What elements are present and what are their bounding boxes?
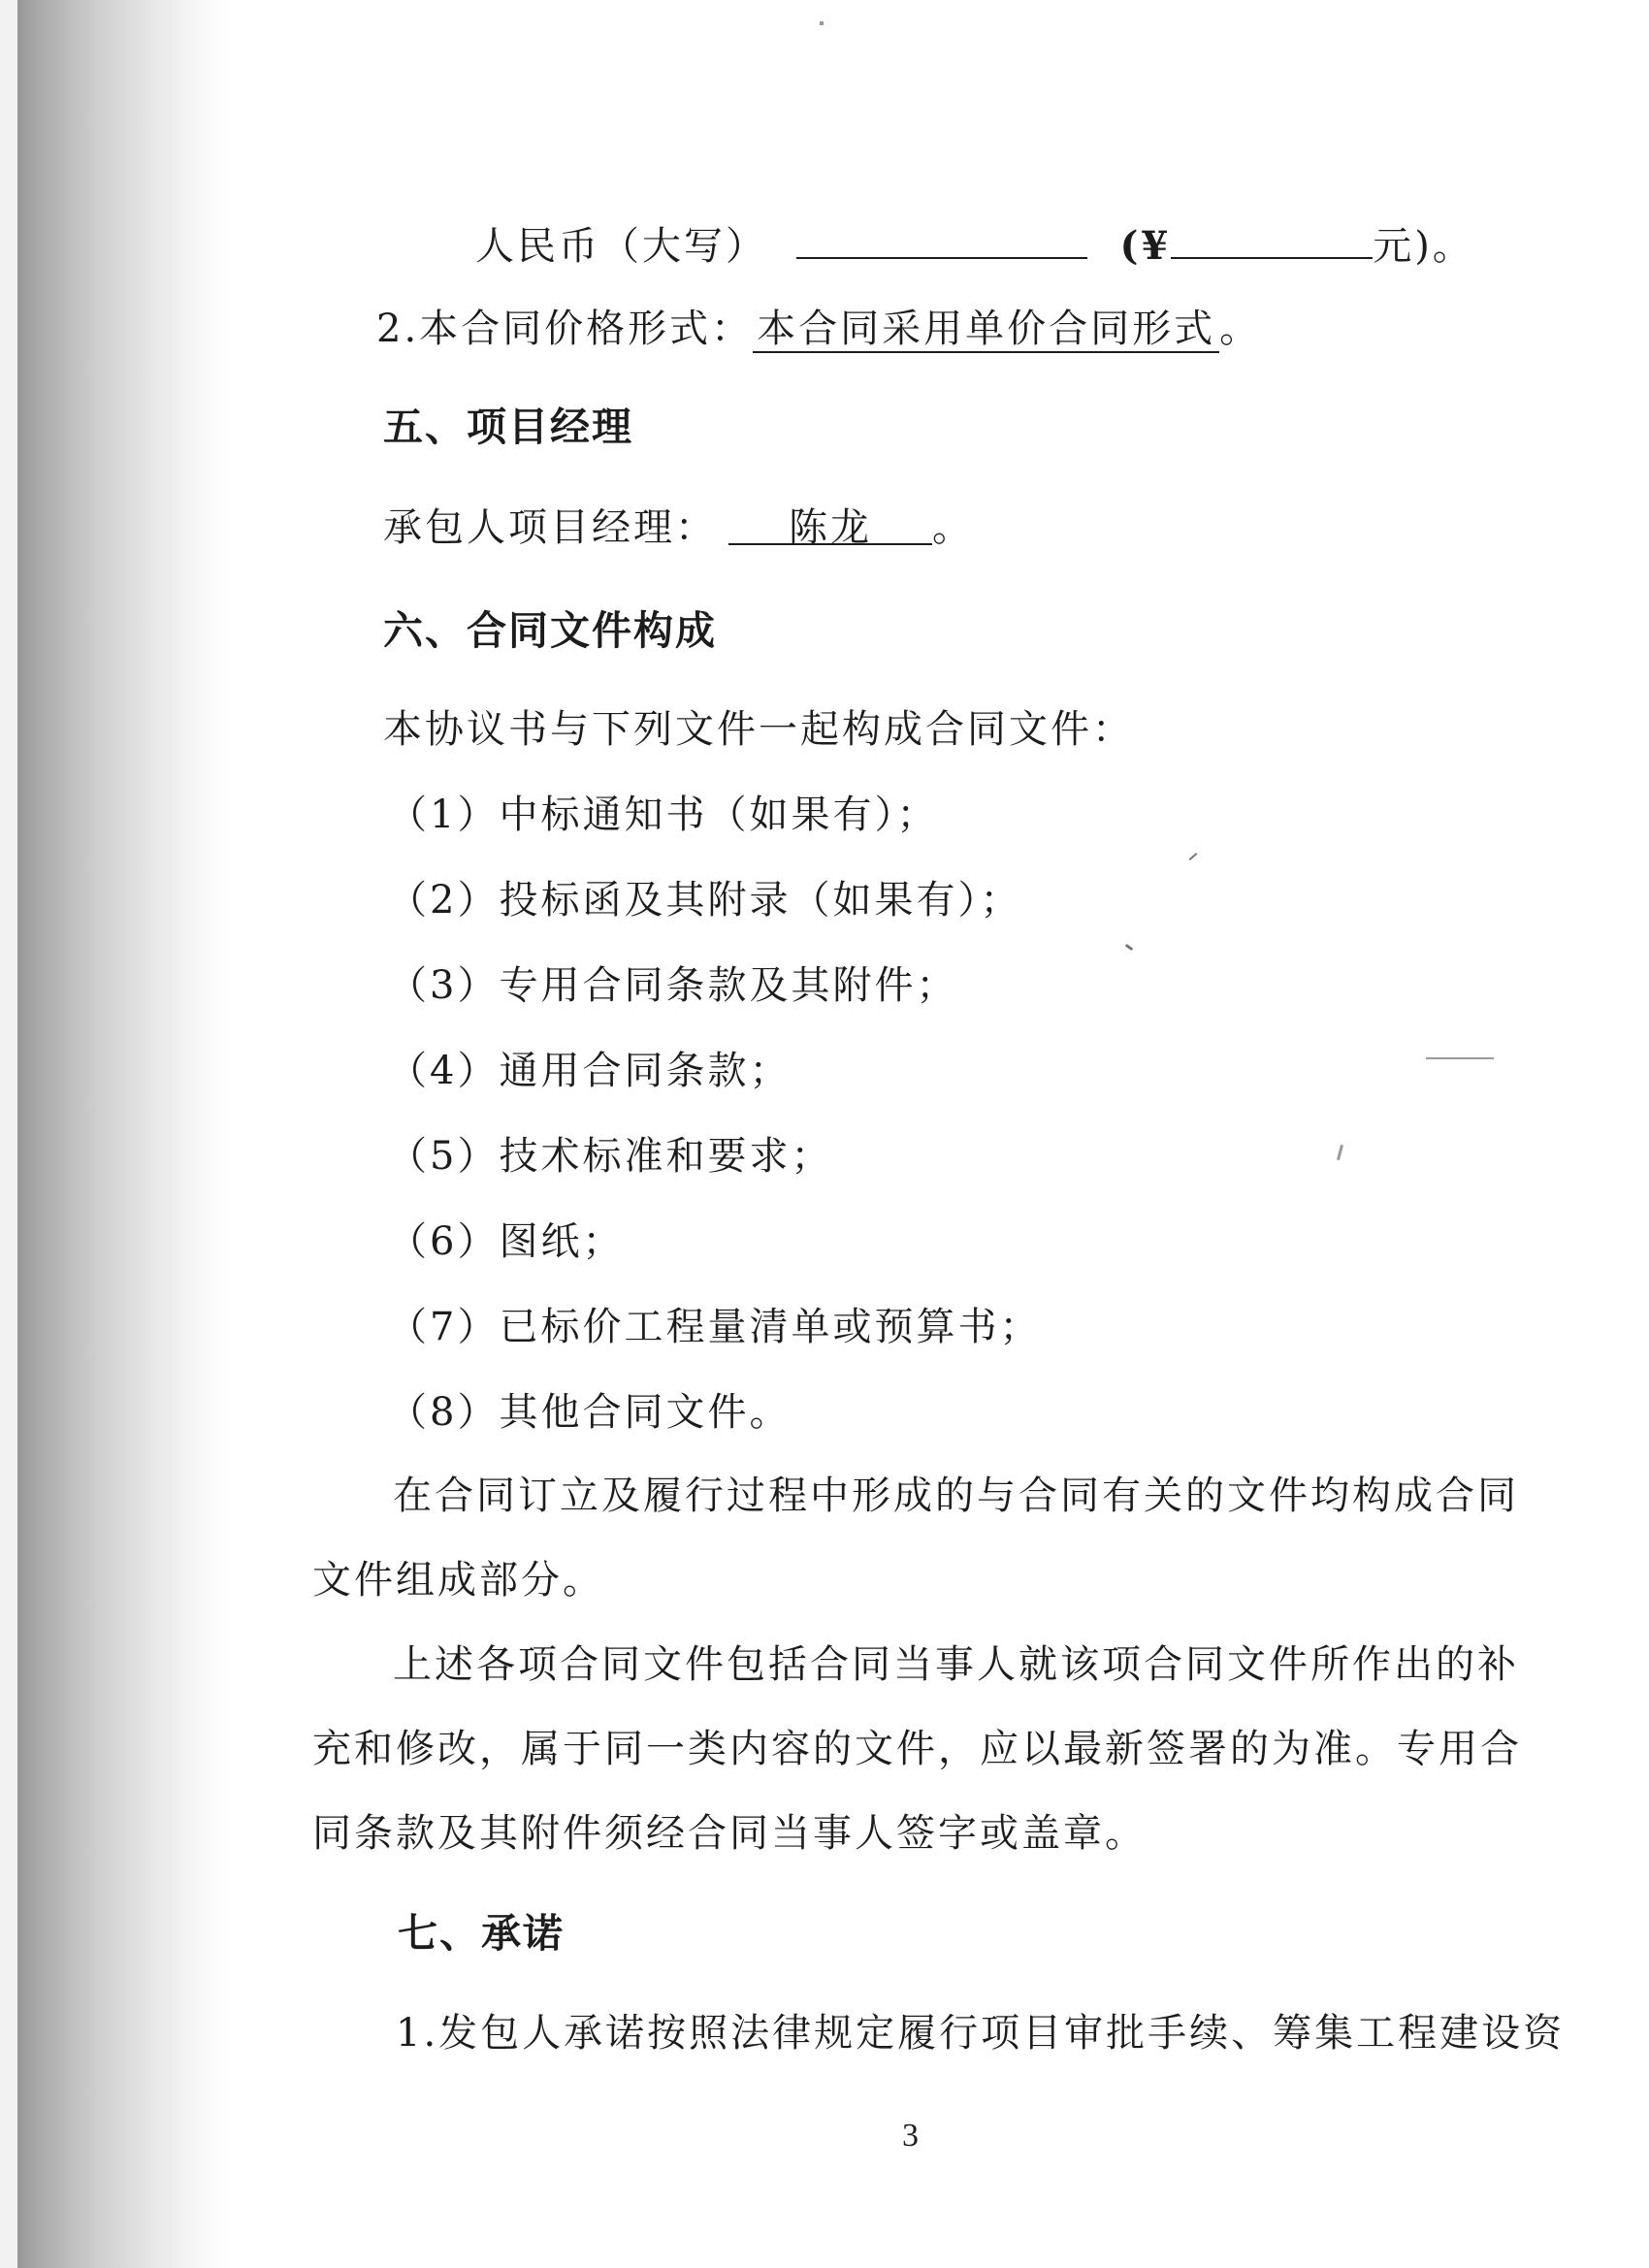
list-item: （6）图纸； <box>388 1219 625 1264</box>
scan-speck <box>820 21 824 25</box>
price-form-value: 本合同采用单价合同形式 <box>753 307 1219 353</box>
para2-line3: 同条款及其附件须经合同当事人签字或盖章。 <box>312 1811 1147 1856</box>
para1-line2: 文件组成部分。 <box>312 1558 604 1603</box>
list-item: （4）通用合同条款； <box>388 1049 792 1093</box>
section7-heading: 七、承诺 <box>398 1910 565 1957</box>
manager-line <box>383 504 974 551</box>
list-item: （3）专用合同条款及其附件； <box>388 963 958 1008</box>
price-form-end: 。 <box>1219 307 1262 351</box>
price-form-label: 2.本合同价格形式： <box>376 307 754 351</box>
manager-name: 陈龙 <box>789 505 872 550</box>
para1-line1: 在合同订立及履行过程中形成的与合同有关的文件均构成合同 <box>393 1474 1519 1518</box>
manager-name-blank <box>728 504 932 550</box>
section7-line1: 1.发包人承诺按照法律规定履行项目审批手续、筹集工程建设资 <box>396 2011 1566 2056</box>
list-item: （1）中标通知书（如果有）； <box>388 793 939 837</box>
yen-prefix: (¥ <box>1119 223 1172 269</box>
price-amount-line <box>475 218 1474 270</box>
list-item: （5）技术标准和要求； <box>388 1134 833 1179</box>
section5-heading: 五、项目经理 <box>383 404 633 450</box>
manager-label: 承包人项目经理： <box>383 505 717 550</box>
scan-speck <box>1189 853 1198 860</box>
rmb-label: 人民币（大写） <box>475 224 767 269</box>
rmb-amount-blank <box>796 218 1087 259</box>
manager-end: 。 <box>932 505 974 550</box>
section6-intro: 本协议书与下列文件一起构成合同文件： <box>383 707 1134 752</box>
price-form-line <box>376 306 1261 352</box>
scan-speck <box>1337 1145 1343 1160</box>
yuan-suffix: 元)。 <box>1373 224 1474 269</box>
list-item: （8）其他合同文件。 <box>388 1390 792 1435</box>
list-item: （2）投标函及其附录（如果有）； <box>388 878 1022 923</box>
scan-speck <box>1125 944 1133 951</box>
section6-heading: 六、合同文件构成 <box>383 607 717 654</box>
scan-speck <box>1426 1057 1494 1059</box>
list-item: （7）已标价工程量清单或预算书； <box>388 1305 1042 1349</box>
para2-line1: 上述各项合同文件包括合同当事人就该项合同文件所作出的补 <box>393 1642 1519 1687</box>
page-number: 3 <box>902 2118 919 2154</box>
yen-amount-blank <box>1171 218 1373 259</box>
para2-line2: 充和修改，属于同一类内容的文件，应以最新签署的为准。专用合 <box>312 1727 1522 1771</box>
